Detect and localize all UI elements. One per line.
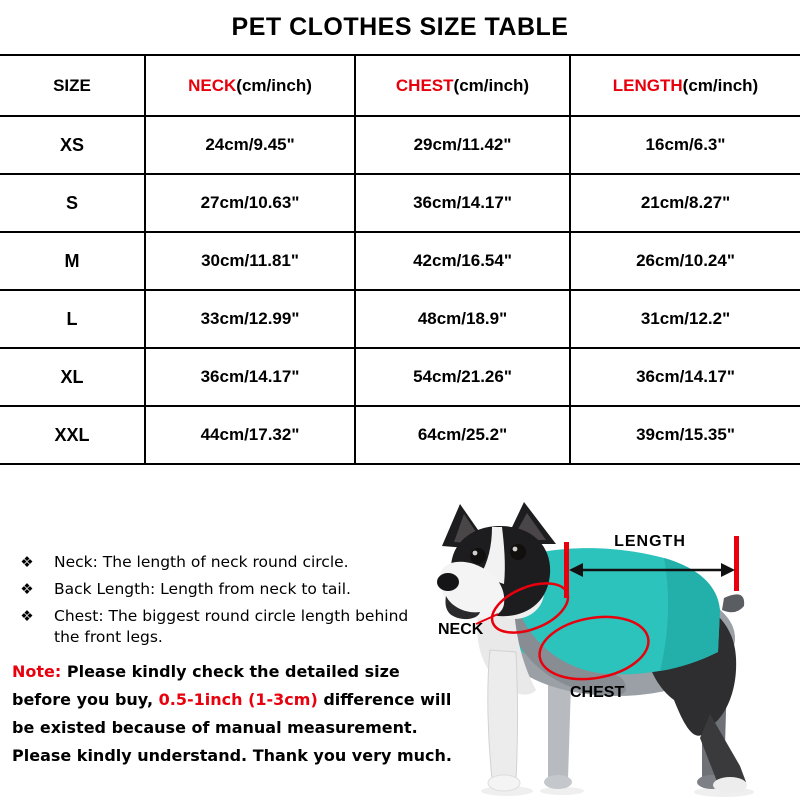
cell-size: M	[0, 232, 145, 290]
cell-size: L	[0, 290, 145, 348]
bullet-text-neck: Neck: The length of neck round circle.	[54, 553, 349, 571]
diamond-bullet-icon: ❖	[20, 553, 34, 571]
cell-chest: 29cm/11.42"	[355, 116, 570, 174]
cell-neck: 30cm/11.81"	[145, 232, 355, 290]
cell-size: XXL	[0, 406, 145, 464]
dog-illustration	[412, 500, 800, 800]
length-bar-left	[564, 542, 569, 598]
cell-size: XS	[0, 116, 145, 174]
header-size-label: SIZE	[53, 75, 91, 95]
list-item	[10, 552, 430, 573]
cell-length: 26cm/10.24"	[570, 232, 800, 290]
diamond-bullet-icon: ❖	[20, 580, 34, 598]
table-row	[0, 116, 800, 174]
list-item	[10, 606, 430, 648]
header-chest-unit: (cm/inch)	[453, 75, 530, 95]
cell-chest: 54cm/21.26"	[355, 348, 570, 406]
header-neck-unit: (cm/inch)	[236, 75, 312, 95]
table-row	[0, 406, 800, 464]
dog-measurement-diagram	[412, 500, 800, 800]
cell-neck: 33cm/12.99"	[145, 290, 355, 348]
length-bar-right	[734, 536, 739, 591]
table-row	[0, 174, 800, 232]
cell-neck: 27cm/10.63"	[145, 174, 355, 232]
note-highlight: 0.5-1inch (1-3cm)	[158, 690, 318, 709]
cell-size: S	[0, 174, 145, 232]
cell-chest: 42cm/16.54"	[355, 232, 570, 290]
header-chest	[355, 55, 570, 116]
cell-chest: 36cm/14.17"	[355, 174, 570, 232]
cell-neck: 24cm/9.45"	[145, 116, 355, 174]
chest-label: CHEST	[570, 684, 625, 701]
diamond-bullet-icon: ❖	[20, 607, 34, 625]
dog-near-front-leg	[488, 650, 520, 791]
header-neck	[145, 55, 355, 116]
measurement-note	[12, 658, 457, 770]
header-length-unit: (cm/inch)	[682, 75, 759, 95]
list-item	[10, 579, 430, 600]
measurement-notes-list	[10, 552, 430, 654]
dog-tail	[722, 594, 744, 612]
cell-size: XL	[0, 348, 145, 406]
table-row	[0, 290, 800, 348]
header-length-label: LENGTH	[612, 75, 683, 95]
header-size	[0, 55, 145, 116]
dog-nose	[437, 573, 459, 591]
cell-length: 21cm/8.27"	[570, 174, 800, 232]
cell-length: 39cm/15.35"	[570, 406, 800, 464]
length-label: LENGTH	[614, 533, 686, 550]
note-label: Note:	[12, 662, 62, 681]
cell-neck: 36cm/14.17"	[145, 348, 355, 406]
bullet-text-chest: Chest: The biggest round circle length behind the front legs.	[54, 607, 409, 646]
cell-length: 36cm/14.17"	[570, 348, 800, 406]
header-neck-label: NECK	[188, 75, 237, 95]
neck-label: NECK	[438, 621, 484, 638]
cell-chest: 64cm/25.2"	[355, 406, 570, 464]
table-row	[0, 348, 800, 406]
cell-length: 16cm/6.3"	[570, 116, 800, 174]
bullet-text-back-length: Back Length: Length from neck to tail.	[54, 580, 351, 598]
size-table	[0, 54, 800, 465]
table-row	[0, 232, 800, 290]
cell-length: 31cm/12.2"	[570, 290, 800, 348]
header-length	[570, 55, 800, 116]
header-chest-label: CHEST	[395, 75, 454, 95]
table-header-row	[0, 55, 800, 116]
note-text-2: difference will be existed because of manual measurement. Please kindly understand. Thank you very much.	[12, 690, 452, 765]
dog-head	[437, 502, 556, 619]
cell-neck: 44cm/17.32"	[145, 406, 355, 464]
note-text-1: Please kindly check the detailed size before you buy,	[12, 662, 400, 709]
page-title: PET CLOTHES SIZE TABLE	[231, 12, 569, 41]
cell-chest: 48cm/18.9"	[355, 290, 570, 348]
